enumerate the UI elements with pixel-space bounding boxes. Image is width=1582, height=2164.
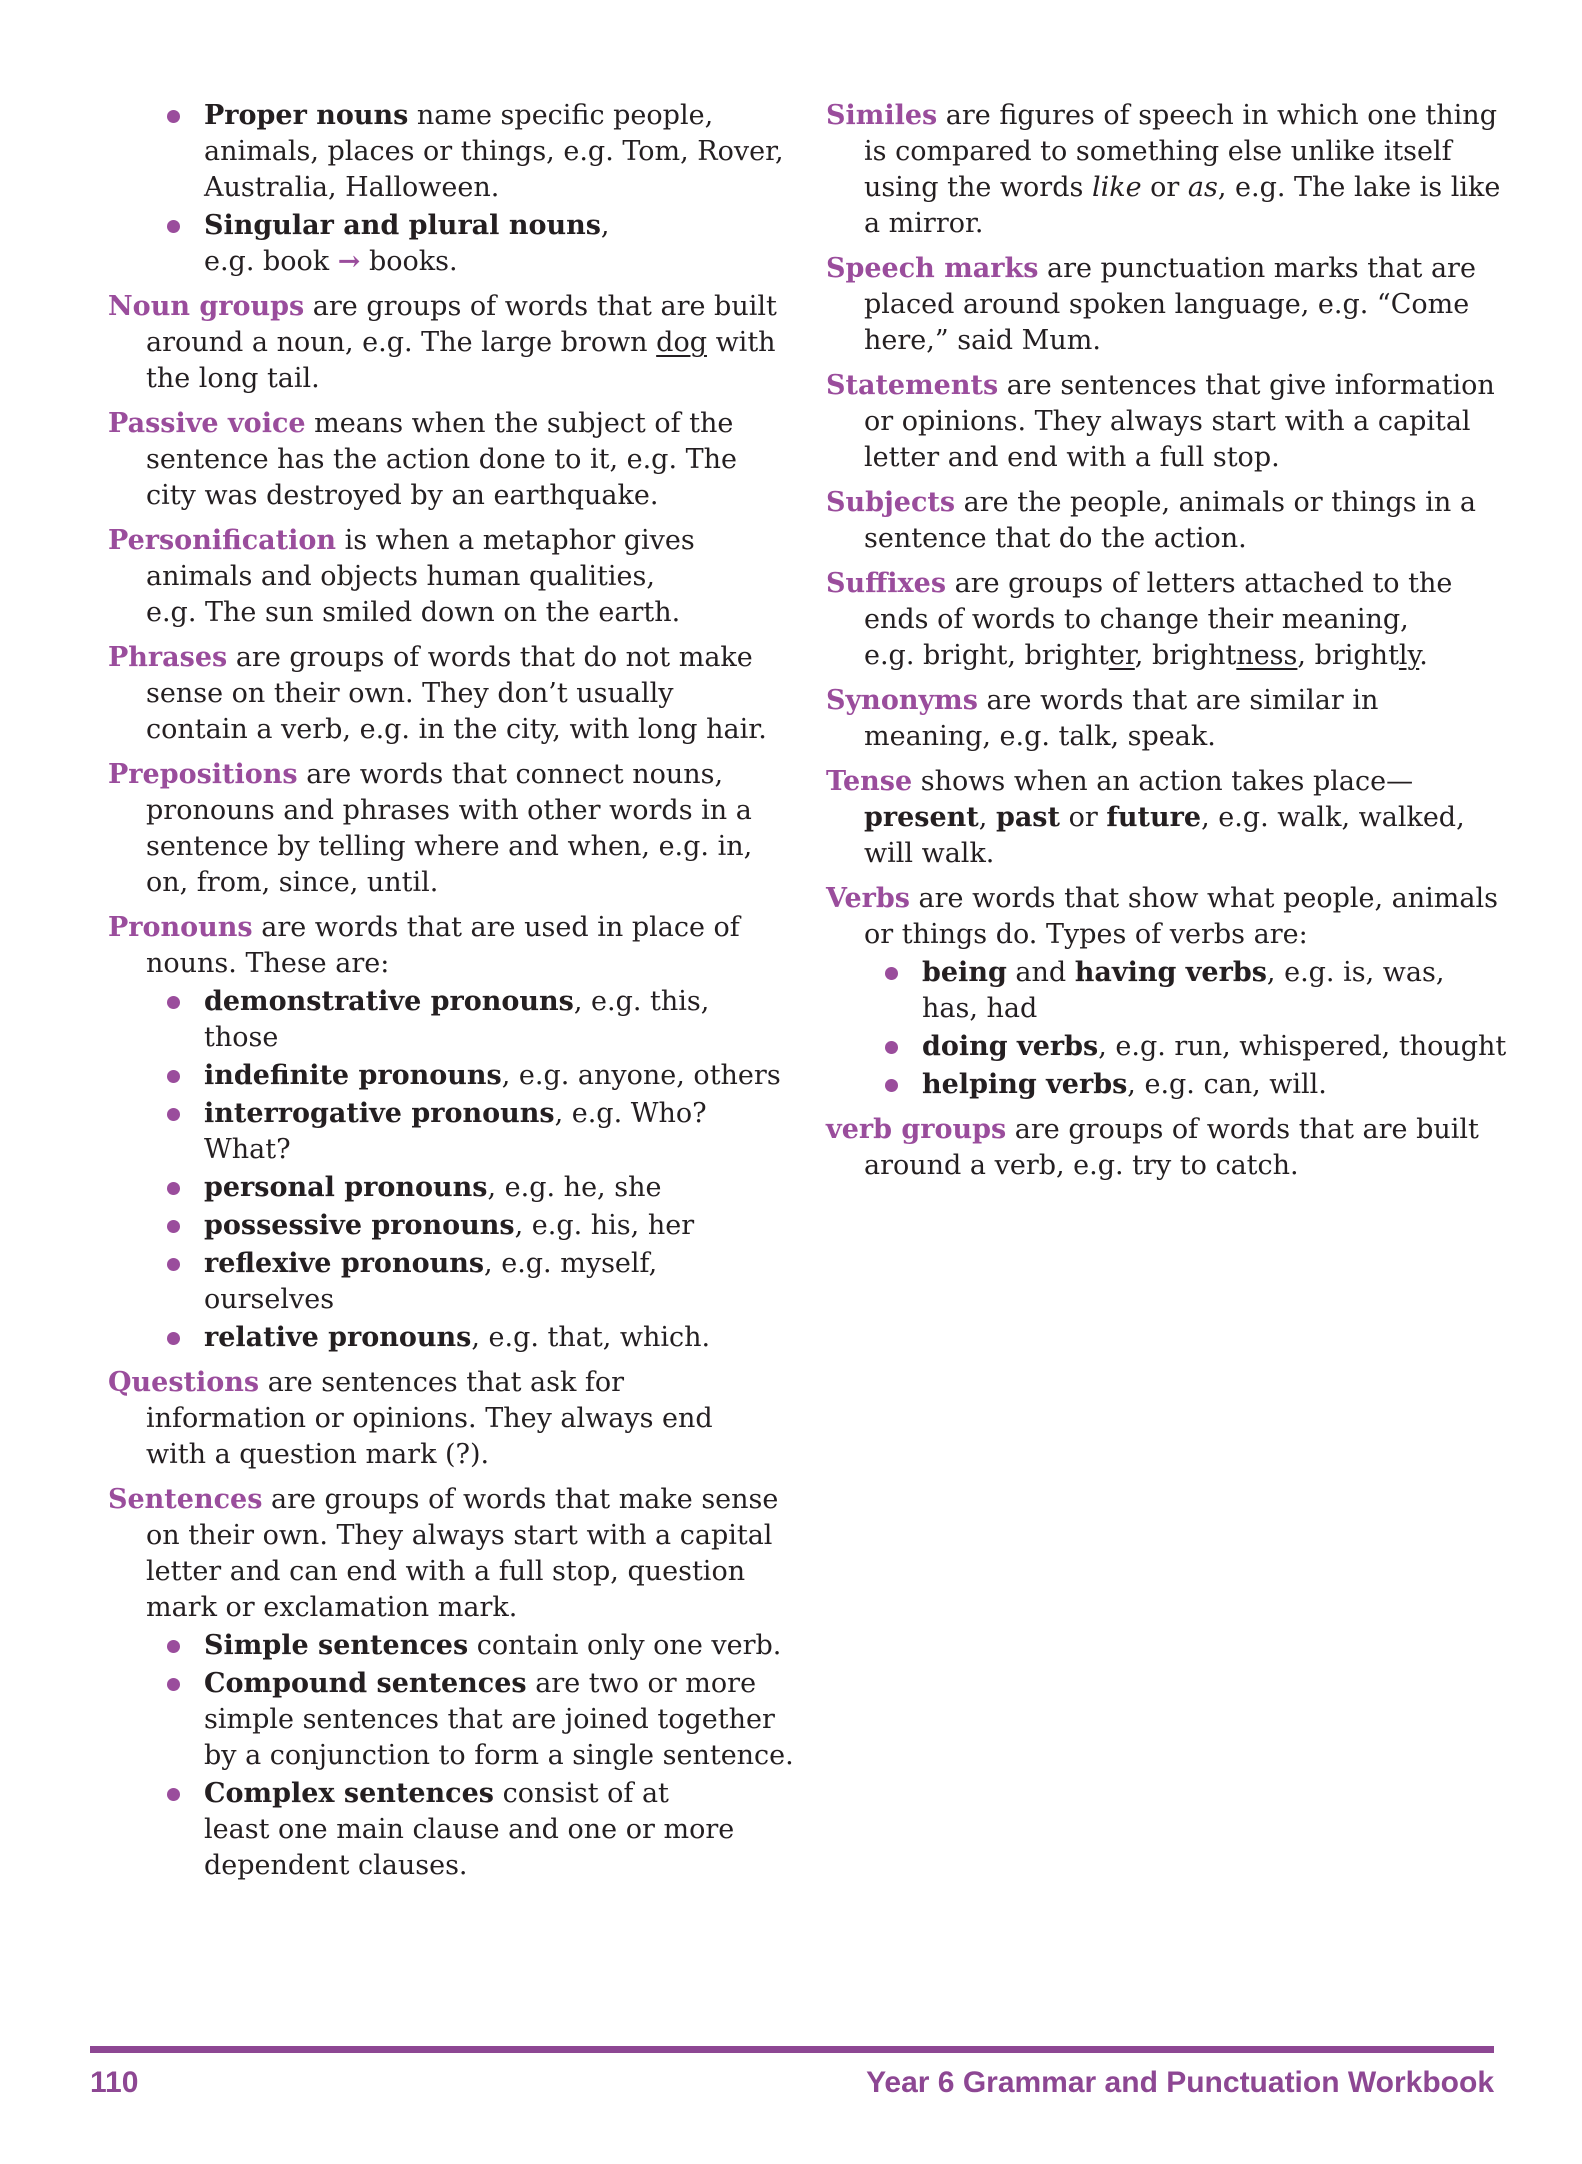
glossary-text: ness [1236,640,1298,671]
page-footer [90,2046,1494,2100]
bullet-icon [167,1258,180,1271]
bullet-icon [167,1678,180,1691]
glossary-term: Passive voice [108,408,306,439]
glossary-term: Synonyms [826,685,978,716]
glossary-text: or things do. Types of verbs are: [864,919,1308,950]
glossary-bullet-item [826,1067,1522,1103]
glossary-text: will walk. [864,838,995,869]
glossary-entry [108,1482,804,1626]
glossary-text: are groups of words that are built [1006,1114,1479,1145]
glossary-term: Phrases [108,642,228,673]
glossary-text: ends of words to change their meaning, [864,604,1409,635]
glossary-text: , e.g. run, whispered, thought [1098,1031,1507,1062]
glossary-text: , e.g. is, was, [1266,957,1445,988]
glossary-term: Verbs [826,883,910,914]
glossary-text: dog [656,327,707,358]
glossary-term: Pronouns [108,912,253,943]
glossary-text: , e.g. his, her [514,1210,695,1241]
glossary-text: is when a metaphor gives [336,525,695,556]
glossary-term: Sentences [108,1484,263,1515]
glossary-text: by a conjunction to form a single sentence. [204,1740,794,1771]
glossary-entry [108,523,804,631]
glossary-entry [826,485,1522,557]
glossary-text: are groups of words that do not make [227,642,753,673]
glossary-text: are groups of words that are built [304,291,777,322]
glossary-bullet-item [108,1246,804,1318]
glossary-bullet-item [108,1628,804,1664]
glossary-term: Suffixes [826,568,947,599]
glossary-text: , bright [1297,640,1399,671]
glossary-text: like [1091,172,1142,203]
glossary-text: , bright [1134,640,1237,671]
glossary-column-left [108,98,804,1884]
glossary-text: or [1059,802,1107,833]
glossary-text: , e.g. anyone, others [501,1060,781,1091]
glossary-entry [108,757,804,901]
glossary-text: . [1419,640,1428,671]
glossary-text: indefinite pronouns [204,1060,502,1091]
glossary-text: a mirror. [864,208,984,239]
glossary-entry [108,289,804,397]
book-title: Year 6 Grammar and Punctuation Workbook [866,2066,1494,2099]
glossary-bullet-item [108,1096,804,1168]
glossary-text: meaning, e.g. talk, speak. [864,721,1216,752]
glossary-text: What? [204,1134,291,1165]
glossary-text: here,” said Mum. [864,325,1101,356]
glossary-text: doing verbs [922,1031,1099,1062]
glossary-text: , [600,210,610,241]
glossary-entry [826,98,1522,242]
glossary-bullet-item [108,1058,804,1094]
glossary-term: Noun groups [108,291,305,322]
bullet-icon [167,1332,180,1345]
glossary-text: ly [1398,640,1420,671]
bullet-icon [167,1640,180,1653]
glossary-text: sentence by telling where and when, e.g. in, [146,831,753,862]
glossary-bullet-item [826,955,1522,1027]
glossary-entry [108,910,804,982]
glossary-text: are sentences that ask for [259,1367,625,1398]
glossary-text: e.g. book [204,246,338,277]
bullet-icon [167,110,180,123]
glossary-text: being [922,957,1007,988]
glossary-text: , e.g. he, she [487,1172,662,1203]
glossary-text: letter and can end with a full stop, question [146,1556,746,1587]
glossary-entry [826,368,1522,476]
glossary-text: least one main clause and one or more [204,1814,735,1845]
glossary-text: personal pronouns [204,1172,488,1203]
glossary-term: Personification [108,525,337,556]
glossary-bullet-item [108,1666,804,1774]
glossary-term: Tense [826,766,913,797]
glossary-text: reflexive pronouns [204,1248,485,1279]
glossary-entry [826,683,1522,755]
glossary-text: are words that are similar in [977,685,1379,716]
glossary-text: ourselves [204,1284,335,1315]
glossary-text: er [1108,640,1135,671]
glossary-text: name specific people, [408,100,714,131]
glossary-entry [826,1112,1522,1184]
glossary-text: using the words [864,172,1092,203]
glossary-text: animals and objects human qualities, [146,561,655,592]
glossary-text: present [864,802,979,833]
glossary-bullet-item [108,1776,804,1884]
glossary-text: , e.g. that, which. [471,1322,711,1353]
glossary-bullet-item [108,1320,804,1356]
glossary-text: contain only one verb. [468,1630,782,1661]
glossary-text: are the people, animals or things in a [955,487,1476,518]
bullet-icon [167,1182,180,1195]
glossary-text: sense on their own. They don’t usually [146,678,674,709]
glossary-text: or opinions. They always start with a capital [864,406,1471,437]
glossary-text: interrogative pronouns [204,1098,555,1129]
glossary-bullet-item [108,1208,804,1244]
glossary-text: city was destroyed by an earthquake. [146,480,659,511]
glossary-text: contain a verb, e.g. in the city, with long hair. [146,714,767,745]
glossary-text: , e.g. myself, [484,1248,658,1279]
glossary-text: with [706,327,776,358]
bullet-icon [885,1079,898,1092]
glossary-term: Statements [826,370,999,401]
glossary-text: having verbs [1074,957,1267,988]
bullet-icon [885,967,898,980]
glossary-text: Proper nouns [204,100,409,131]
glossary-text: are groups of letters attached to the [946,568,1453,599]
glossary-term: Similes [826,100,938,131]
glossary-text: are groups of words that make sense [262,1484,779,1515]
glossary-text: mark or exclamation mark. [146,1592,518,1623]
glossary-text: , [978,802,996,833]
bullet-icon [167,1220,180,1233]
glossary-text: Complex sentences [204,1778,494,1809]
glossary-text: sentence that do the action. [864,523,1247,554]
glossary-text: relative pronouns [204,1322,472,1353]
glossary-text: nouns. These are: [146,948,390,979]
bullet-icon [885,1041,898,1054]
glossary-entry [826,566,1522,674]
glossary-entry [108,640,804,748]
glossary-text: Simple sentences [204,1630,469,1661]
glossary-text: , e.g. this, [573,986,710,1017]
glossary-entry [826,251,1522,359]
glossary-text: possessive pronouns [204,1210,515,1241]
glossary-term: Prepositions [108,759,298,790]
glossary-text: around a noun, e.g. The large brown [146,327,657,358]
glossary-bullet-item [108,98,804,206]
glossary-term: Speech marks [826,253,1039,284]
glossary-text: e.g. bright, bright [864,640,1109,671]
glossary-text: and [1006,957,1075,988]
bullet-icon [167,1788,180,1801]
glossary-bullet-item [108,984,804,1056]
glossary-bullet-item [108,208,804,280]
glossary-text: consist of at [494,1778,669,1809]
glossary-text: are words that connect nouns, [297,759,724,790]
glossary-text: with a question mark (?). [146,1439,490,1470]
glossary-text: , e.g. The lake is like [1217,172,1501,203]
glossary-text: Australia, Halloween. [204,172,500,203]
bullet-icon [167,996,180,1009]
glossary-text: helping verbs [922,1069,1128,1100]
glossary-text: is compared to something else unlike itself [864,136,1452,167]
glossary-text: are figures of speech in which one thing [937,100,1497,131]
glossary-text: are punctuation marks that are [1038,253,1476,284]
arrow-icon: → [337,246,361,277]
glossary-text: those [204,1022,279,1053]
bullet-icon [167,220,180,233]
glossary-entry [108,406,804,514]
glossary-term: Subjects [826,487,956,518]
glossary-term: verb groups [826,1114,1007,1145]
page-number: 110 [90,2066,139,2099]
glossary-bullet-item [826,1029,1522,1065]
glossary-text: means when the subject of the [305,408,734,439]
glossary-text: dependent clauses. [204,1850,468,1881]
bullet-icon [167,1070,180,1083]
glossary-text: e.g. The sun smiled down on the earth. [146,597,681,628]
glossary-text: are two or more [526,1668,757,1699]
glossary-text: are words that show what people, animals [909,883,1498,914]
glossary-text: as [1187,172,1218,203]
glossary-column-right [826,98,1522,1884]
glossary-bullet-item [108,1170,804,1206]
glossary-term: Questions [108,1367,260,1398]
glossary-text: , e.g. walk, walked, [1201,802,1465,833]
glossary-text: shows when an action takes place— [912,766,1414,797]
glossary-text: pronouns and phrases with other words in a [146,795,752,826]
glossary-text: future [1106,802,1202,833]
glossary-text: or [1141,172,1188,203]
glossary-entry [826,764,1522,872]
glossary-text: on their own. They always start with a capital [146,1520,773,1551]
glossary-text: demonstrative pronouns [204,986,574,1017]
glossary-text: , e.g. can, will. [1127,1069,1327,1100]
bullet-icon [167,1108,180,1121]
glossary-text: around a verb, e.g. try to catch. [864,1150,1299,1181]
glossary-text: information or opinions. They always end [146,1403,713,1434]
glossary-text: books. [360,246,458,277]
glossary-text: are sentences that give information [998,370,1495,401]
glossary-text: Compound sentences [204,1668,527,1699]
glossary-text: has, had [922,993,1038,1024]
glossary-columns [108,98,1522,1884]
glossary-text: animals, places or things, e.g. Tom, Rover, [204,136,784,167]
glossary-text: Singular and plural nouns [204,210,601,241]
glossary-text: letter and end with a full stop. [864,442,1280,473]
glossary-entry [826,881,1522,953]
glossary-text: placed around spoken language, e.g. “Come [864,289,1470,320]
glossary-entry [108,1365,804,1473]
glossary-text: sentence has the action done to it, e.g. The [146,444,737,475]
glossary-text: the long tail. [146,363,320,394]
glossary-text: on, from, since, until. [146,867,439,898]
glossary-text: are words that are used in place of [252,912,740,943]
glossary-text: past [995,802,1060,833]
glossary-text: , e.g. Who? [554,1098,707,1129]
glossary-text: simple sentences that are joined together [204,1704,775,1735]
